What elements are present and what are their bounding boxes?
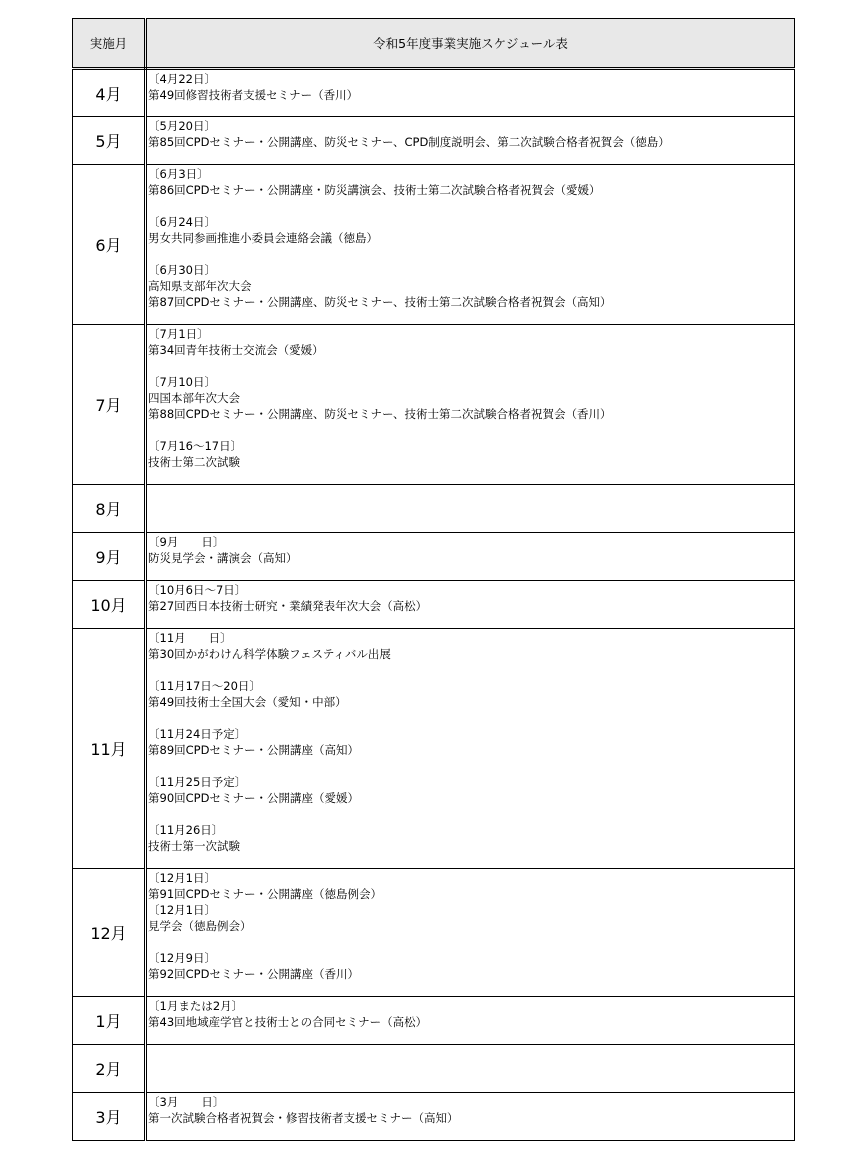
- event-cell: [146, 1045, 795, 1093]
- event-date: 〔12月9日〕: [148, 951, 216, 965]
- event-description: 防災見学会・講演会（高知）: [148, 551, 298, 565]
- event-cell: [146, 629, 795, 869]
- event-cell: [146, 533, 795, 581]
- month-cell: 11月: [73, 629, 146, 869]
- event-description: 第88回CPDセミナー・公開講座、防災セミナー、技術士第二次試験合格者祝賀会（香川）: [148, 407, 612, 421]
- block-spacer: [148, 758, 792, 774]
- event-description: 男女共同参画推進小委員会連絡会議（徳島）: [148, 231, 378, 245]
- block-spacer: [148, 358, 792, 374]
- event-description: 四国本部年次大会: [148, 391, 240, 405]
- block-spacer: [148, 422, 792, 438]
- month-cell: 5月: [73, 117, 146, 165]
- table-header-row: [73, 19, 795, 69]
- event-description: 高知県支部年次大会: [148, 279, 252, 293]
- event-description: 第30回かがわけん科学体験フェスティバル出展: [148, 647, 391, 661]
- month-cell: 12月: [73, 869, 146, 997]
- event-description: 第49回技術士全国大会（愛知・中部）: [148, 695, 347, 709]
- schedule-row: [73, 485, 795, 533]
- event-description: 第91回CPDセミナー・公開講座（徳島例会）: [148, 887, 382, 901]
- event-date: 〔12月1日〕: [148, 903, 216, 917]
- event-cell: [146, 581, 795, 629]
- event-description: 第49回修習技術者支援セミナー（香川）: [148, 88, 359, 102]
- month-cell: 7月: [73, 325, 146, 485]
- schedule-row: [73, 869, 795, 997]
- schedule-title: 令和5年度事業実施スケジュール表: [146, 19, 795, 69]
- event-cell: [146, 997, 795, 1045]
- event-date: 〔11月24日予定〕: [148, 727, 247, 741]
- event-date: 〔6月30日〕: [148, 263, 216, 277]
- event-date: 〔11月 日〕: [148, 631, 232, 645]
- event-description: 第86回CPDセミナー・公開講座・防災講演会、技術士第二次試験合格者祝賀会（愛媛）: [148, 183, 601, 197]
- event-cell: [146, 69, 795, 117]
- event-date: 〔6月3日〕: [148, 167, 209, 181]
- schedule-row: [73, 997, 795, 1045]
- event-description: 技術士第一次試験: [148, 839, 240, 853]
- event-date: 〔4月22日〕: [148, 72, 216, 86]
- event-date: 〔7月10日〕: [148, 375, 216, 389]
- event-date: 〔6月24日〕: [148, 215, 216, 229]
- event-description: 第89回CPDセミナー・公開講座（高知）: [148, 743, 359, 757]
- month-column-header: 実施月: [73, 19, 146, 69]
- month-cell: 10月: [73, 581, 146, 629]
- event-date: 〔9月 日〕: [148, 535, 225, 549]
- schedule-row: [73, 1093, 795, 1141]
- event-cell: [146, 117, 795, 165]
- event-date: 〔1月または2月〕: [148, 999, 244, 1013]
- schedule-row: [73, 165, 795, 325]
- event-date: 〔11月26日〕: [148, 823, 224, 837]
- block-spacer: [148, 198, 792, 214]
- month-cell: 1月: [73, 997, 146, 1045]
- event-cell: [146, 1093, 795, 1141]
- event-date: 〔10月6日～7日〕: [148, 583, 247, 597]
- event-cell: [146, 325, 795, 485]
- event-description: 第34回青年技術士交流会（愛媛）: [148, 343, 324, 357]
- month-cell: 3月: [73, 1093, 146, 1141]
- block-spacer: [148, 246, 792, 262]
- month-cell: 4月: [73, 69, 146, 117]
- event-date: 〔11月17日～20日〕: [148, 679, 261, 693]
- block-spacer: [148, 710, 792, 726]
- schedule-row: [73, 1045, 795, 1093]
- event-date: 〔7月1日〕: [148, 327, 209, 341]
- month-cell: 2月: [73, 1045, 146, 1093]
- schedule-row: [73, 69, 795, 117]
- event-description: 見学会（徳島例会）: [148, 919, 252, 933]
- event-cell: [146, 869, 795, 997]
- event-description: 第43回地域産学官と技術士との合同セミナー（高松）: [148, 1015, 428, 1029]
- month-cell: 9月: [73, 533, 146, 581]
- event-date: 〔7月16～17日〕: [148, 439, 243, 453]
- event-date: 〔5月20日〕: [148, 119, 216, 133]
- schedule-row: [73, 629, 795, 869]
- event-description: 技術士第二次試験: [148, 455, 240, 469]
- event-description: 第一次試験合格者祝賀会・修習技術者支援セミナー（高知）: [148, 1111, 459, 1125]
- event-description: 第85回CPDセミナー・公開講座、防災セミナー、CPD制度説明会、第二次試験合格者祝賀会（徳島）: [148, 135, 670, 149]
- event-date: 〔3月 日〕: [148, 1095, 225, 1109]
- schedule-table: [72, 18, 795, 1141]
- schedule-row: [73, 581, 795, 629]
- block-spacer: [148, 806, 792, 822]
- schedule-row: [73, 117, 795, 165]
- event-description: 第90回CPDセミナー・公開講座（愛媛）: [148, 791, 359, 805]
- event-date: 〔12月1日〕: [148, 871, 216, 885]
- event-date: 〔11月25日予定〕: [148, 775, 247, 789]
- schedule-row: [73, 325, 795, 485]
- event-description: 第92回CPDセミナー・公開講座（香川）: [148, 967, 359, 981]
- block-spacer: [148, 934, 792, 950]
- month-cell: 6月: [73, 165, 146, 325]
- month-cell: 8月: [73, 485, 146, 533]
- schedule-row: [73, 533, 795, 581]
- block-spacer: [148, 662, 792, 678]
- event-cell: [146, 485, 795, 533]
- event-description: 第27回西日本技術士研究・業績発表年次大会（高松）: [148, 599, 428, 613]
- event-description: 第87回CPDセミナー・公開講座、防災セミナー、技術士第二次試験合格者祝賀会（高知）: [148, 295, 612, 309]
- event-cell: [146, 165, 795, 325]
